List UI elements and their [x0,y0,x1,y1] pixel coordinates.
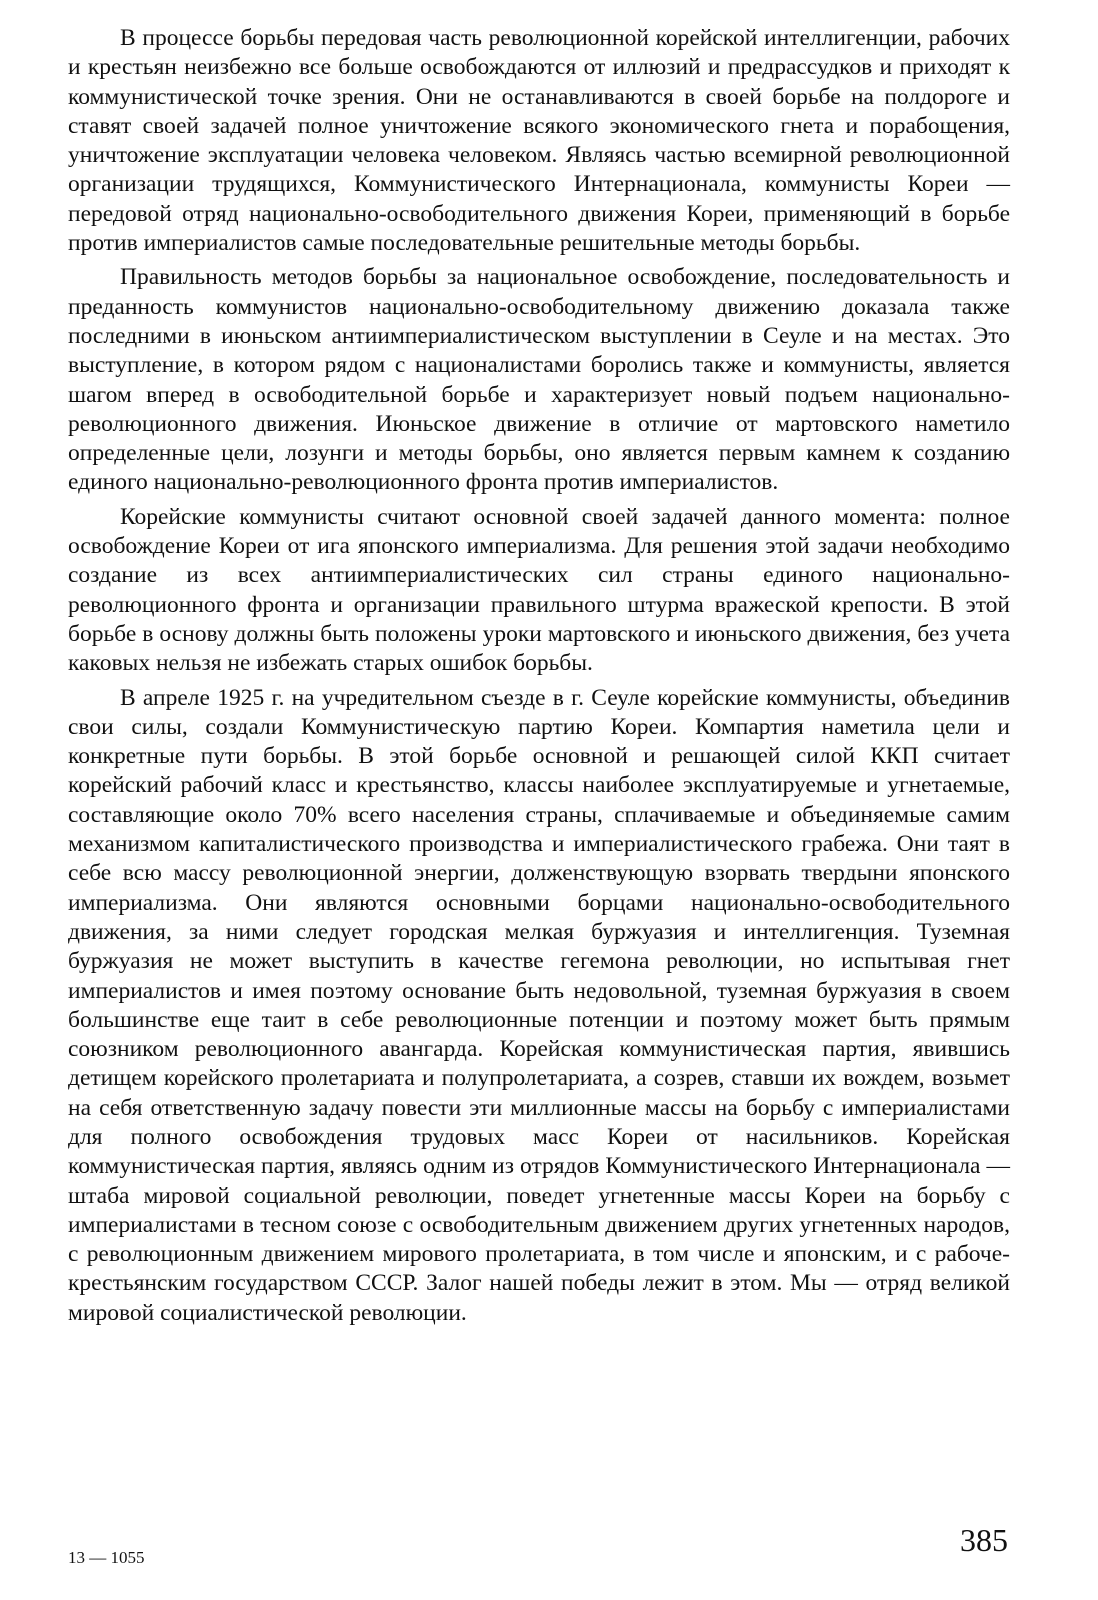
paragraph-1: В процессе борьбы передовая часть революционной корейской интеллигенции, рабочих и крестьян неизбежно все больше освобождаются от иллюзий и предрассудков и приходят к коммунистической точке зрения. Они не останавливаются в своей борьбе на полдороге и ставят своей задачей полное уничтожение всякого экономического гнета и порабощения, уничтожение эксплуатации человека человеком. Являясь частью всемирной революционной организации трудящихся, Коммунистического Интернационала, коммунисты Кореи — передовой отряд национально-освободительного движения Кореи, применяющий в борьбе против империалистов самые последовательные решительные методы борьбы. [68,25,1010,257]
page-number: 385 [960,1522,1008,1558]
paragraph-4: В апреле 1925 г. на учредительном съезде в г. Сеуле корейские коммунисты, объединив свои силы, создали Коммунистическую партию Кореи. Компартия наметила цели и конкретные пути борьбы. В этой борьбе основной и решающей силой ККП считает корейский рабочий класс и крестьянство, классы наиболее эксплуатируемые и угнетаемые, составляющие около 70% всего населения страны, сплачиваемые и объединяемые самим механизмом капиталистического производства и империалистического грабежа. Они таят в себе всю массу революционной энергии, долженствующую взорвать твердыни японского империализма. Они являются основными борцами национально-освободительного движения, за ними следует городская мелкая буржуазия и интеллигенция. Туземная буржуазия не может выступить в качестве гегемона революции, но испытывая гнет империалистов и имея поэтому основание быть недовольной, туземная буржуазия в своем большинстве еще таит в себе революционные потенции и поэтому может быть прямым союзником революционного авангарда. Корейская коммунистическая партия, явившись детищем корейского пролетариата и полупролетариата, а созрев, ставши их вождем, возьмет на себя ответственную задачу повести эти миллионные массы на борьбу с империалистами для полного освобождения трудовых масс Кореи от насильников. Корейская коммунистическая партия, являясь одним из отрядов Коммунистического Интернационала — штаба мировой социальной революции, поведет угнетенные массы Кореи на борьбу с империалистами в тесном союзе с освободительным движением других угнетенных народов, с революционным движением мирового пролетариата, в том числе и японским, и с рабоче-крестьянским государством СССР. Залог нашей победы лежит в этом. Мы — отряд великой мировой социалистической революции. [68,684,1010,1326]
paragraph-2: Правильность методов борьбы за национальное освобождение, последовательность и преданность коммунистов национально-освободительному движению доказала также последними в июньском антиимпериалистическом выступлении в Сеуле и на местах. Это выступление, в котором рядом с националистами боролись также и коммунисты, является шагом вперед в освободительной борьбе и характеризует новый подъем национально-революционного движения. Июньское движение в отличие от мартовского наметило определенные цели, лозунги и методы борьбы, оно является первым камнем к созданию единого национально-революционного фронта против империалистов. [68,264,1010,496]
printer-signature: 13 — 1055 [68,1548,145,1567]
paragraph-3: Корейские коммунисты считают основной своей задачей данного момента: полное освобождение Кореи от ига японского империализма. Для решения этой задачи необходимо создание из всех антиимпериалистических сил страны единого национально-революционного фронта и организации правильного штурма вражеской крепости. В этой борьбе в основу должны быть положены уроки мартовского и июньского движения, без учета каковых нельзя не избежать старых ошибок борьбы. [68,503,1010,677]
body-text [68,24,1010,1333]
